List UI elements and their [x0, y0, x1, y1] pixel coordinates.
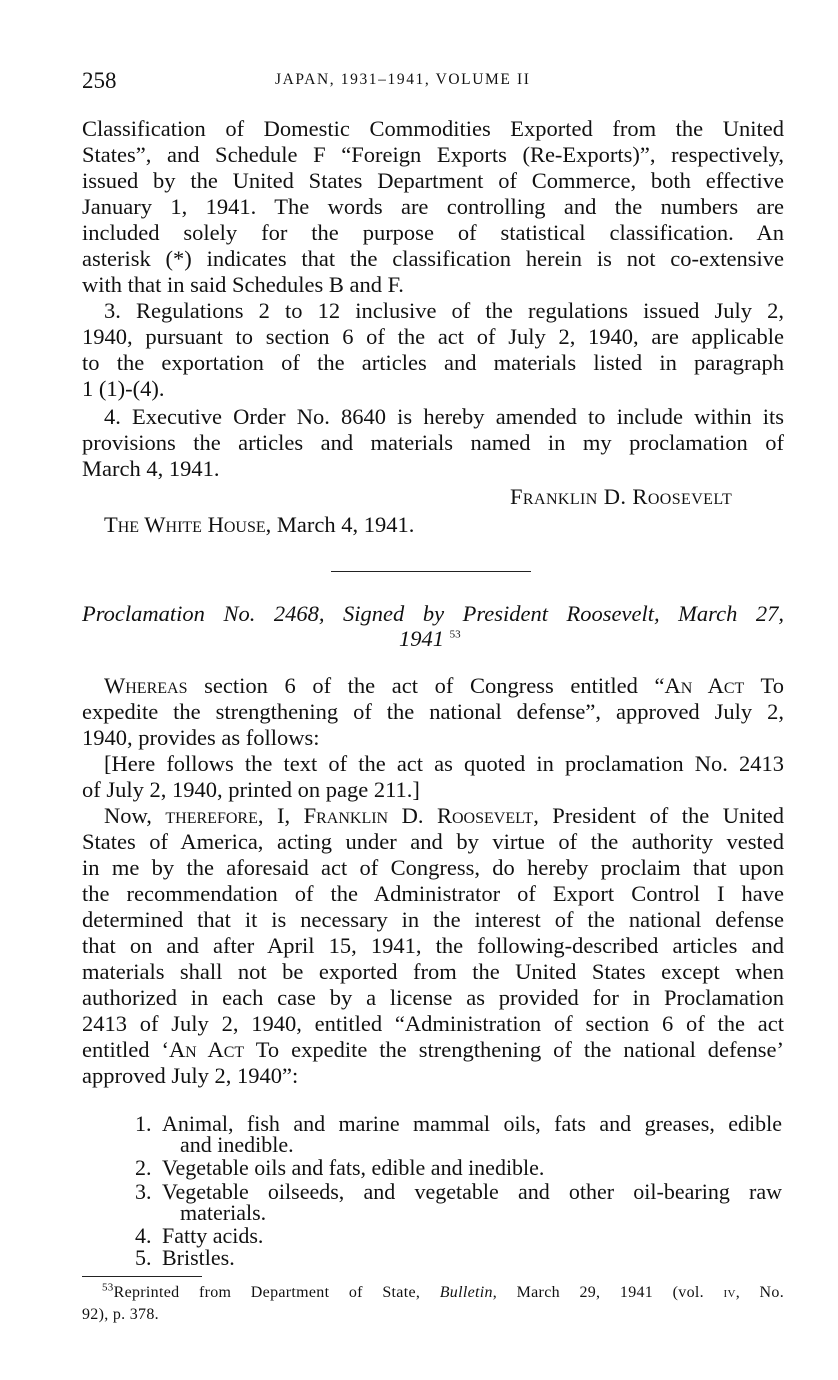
page-number: 258: [82, 68, 117, 93]
text-line: of July 2, 1940, printed on page 211.]: [82, 777, 420, 802]
text-line: approved July 2, 1940”:: [82, 1063, 299, 1088]
text-line: materials shall not be exported from the United States except when: [82, 959, 784, 984]
title-line-2: [399, 626, 461, 652]
list-item-number: 1.: [135, 1111, 152, 1136]
list-item-number: 4.: [135, 1223, 152, 1248]
text-line: to the exportation of the articles and materials listed in paragraph: [82, 350, 784, 375]
list-item-number: 5.: [135, 1245, 152, 1270]
text-line: [Here follows the text of the act as quoted in proclamation No. 2413: [104, 751, 784, 776]
footnote-line: 92), p. 378.: [82, 1306, 159, 1323]
president-name: Franklin: [303, 803, 389, 828]
text-line: 1 (1)-(4).: [82, 376, 165, 401]
footnote-divider: [82, 1276, 202, 1277]
text-line: authorized in each case by a license as provided for in Proclamation: [82, 985, 784, 1010]
text-run: , President of the United: [533, 803, 784, 828]
text-run: therefore: [165, 803, 258, 828]
whereas-lead: Whereas: [104, 673, 188, 698]
text-line: determined that it is necessary in the interest of the national defense: [82, 907, 784, 932]
text-line: 3. Regulations 2 to 12 inclusive of the regulations issued July 2,: [104, 298, 784, 323]
text-line: in me by the aforesaid act of Congress, do hereby proclaim that upon: [82, 855, 784, 880]
text-line: [104, 673, 784, 699]
text-run: Now,: [104, 803, 166, 828]
text-line: expedite the strengthening of the national defense”, approved July 2,: [82, 699, 784, 724]
running-head: JAPAN, 1931–1941, VOLUME II: [275, 71, 531, 88]
dateline: [104, 512, 414, 538]
text-run: To expedite the strengthening of the national defense’: [244, 1037, 784, 1062]
text-line: issued by the United States Department of Commerce, both effective: [82, 168, 784, 193]
publication-title: Bulletin: [439, 1284, 493, 1301]
act-title: An Act: [664, 673, 745, 698]
signature: Franklin D. Roosevelt: [510, 484, 733, 509]
president-surname: Roosevelt: [436, 803, 534, 828]
list-item-text: Vegetable oilseeds, and vegetable and other oil-bearing raw: [162, 1179, 782, 1204]
list-item-text: Vegetable oils and fats, edible and inedible.: [162, 1155, 545, 1180]
text-run: section 6 of the act of Congress entitled “: [187, 673, 665, 698]
list-item-continuation: and inedible.: [180, 1132, 294, 1157]
dateline-place: The White House: [104, 512, 266, 537]
volume-number: iv: [723, 1284, 736, 1301]
text-line: provisions the articles and materials named in my proclamation of: [82, 430, 784, 455]
text-line: January 1, 1941. The words are controlling and the numbers are: [82, 194, 784, 219]
section-divider: [331, 571, 531, 572]
title-line: Proclamation No. 2468, Signed by President Roosevelt, March 27,: [82, 601, 784, 626]
text-line: with that in said Schedules B and F.: [82, 272, 404, 297]
footnote-line: [102, 1282, 784, 1304]
footnote-mark: 53: [102, 1281, 114, 1294]
text-line: [82, 1037, 784, 1063]
text-line: [104, 803, 784, 829]
text-line: the recommendation of the Administrator of Export Control I have: [82, 881, 784, 906]
list-item-text: Animal, fish and marine mammal oils, fats and greases, edible: [162, 1111, 782, 1136]
list-item-number: 3.: [135, 1179, 152, 1204]
text-run: Reprinted from Department of State,: [113, 1284, 440, 1301]
text-line: Classification of Domestic Commodities Exported from the United: [82, 116, 784, 141]
dateline-date: , March 4, 1941.: [265, 512, 415, 537]
page-header: [82, 68, 784, 96]
text-run: entitled ‘: [82, 1037, 169, 1062]
text-run: , I,: [257, 803, 304, 828]
list-item-number: 2.: [135, 1155, 152, 1180]
text-line: States”, and Schedule F “Foreign Exports (Re-Exports)”, respectively,: [82, 142, 784, 167]
text-line: included solely for the purpose of statistical classification. An: [82, 220, 784, 245]
text-line: 2413 of July 2, 1940, entitled “Administration of section 6 of the act: [82, 1011, 784, 1036]
text-line: States of America, acting under and by virtue of the authority vested: [82, 829, 784, 854]
text-line: March 4, 1941.: [82, 456, 220, 481]
text-line: 1940, pursuant to section 6 of the act of July 2, 1940, are applicable: [82, 324, 784, 349]
text-run: D.: [388, 803, 437, 828]
list-item-text: Fatty acids.: [162, 1223, 264, 1248]
text-run: To: [744, 673, 784, 698]
text-line: that on and after April 15, 1941, the following-described articles and: [82, 933, 784, 958]
text-run: , March 29, 1941 (vol.: [492, 1284, 724, 1301]
list-item-continuation: materials.: [180, 1200, 267, 1225]
text-line: asterisk (*) indicates that the classification herein is not co-extensive: [82, 246, 784, 271]
text-line: 1940, provides as follows:: [82, 725, 320, 750]
title-year: 1941: [399, 626, 444, 651]
act-title: An Act: [168, 1037, 245, 1062]
text-line: 4. Executive Order No. 8640 is hereby amended to include within its: [104, 404, 784, 429]
text-run: , No.: [735, 1284, 785, 1301]
footnote-reference: 53: [449, 628, 461, 641]
list-item-text: Bristles.: [162, 1245, 235, 1270]
